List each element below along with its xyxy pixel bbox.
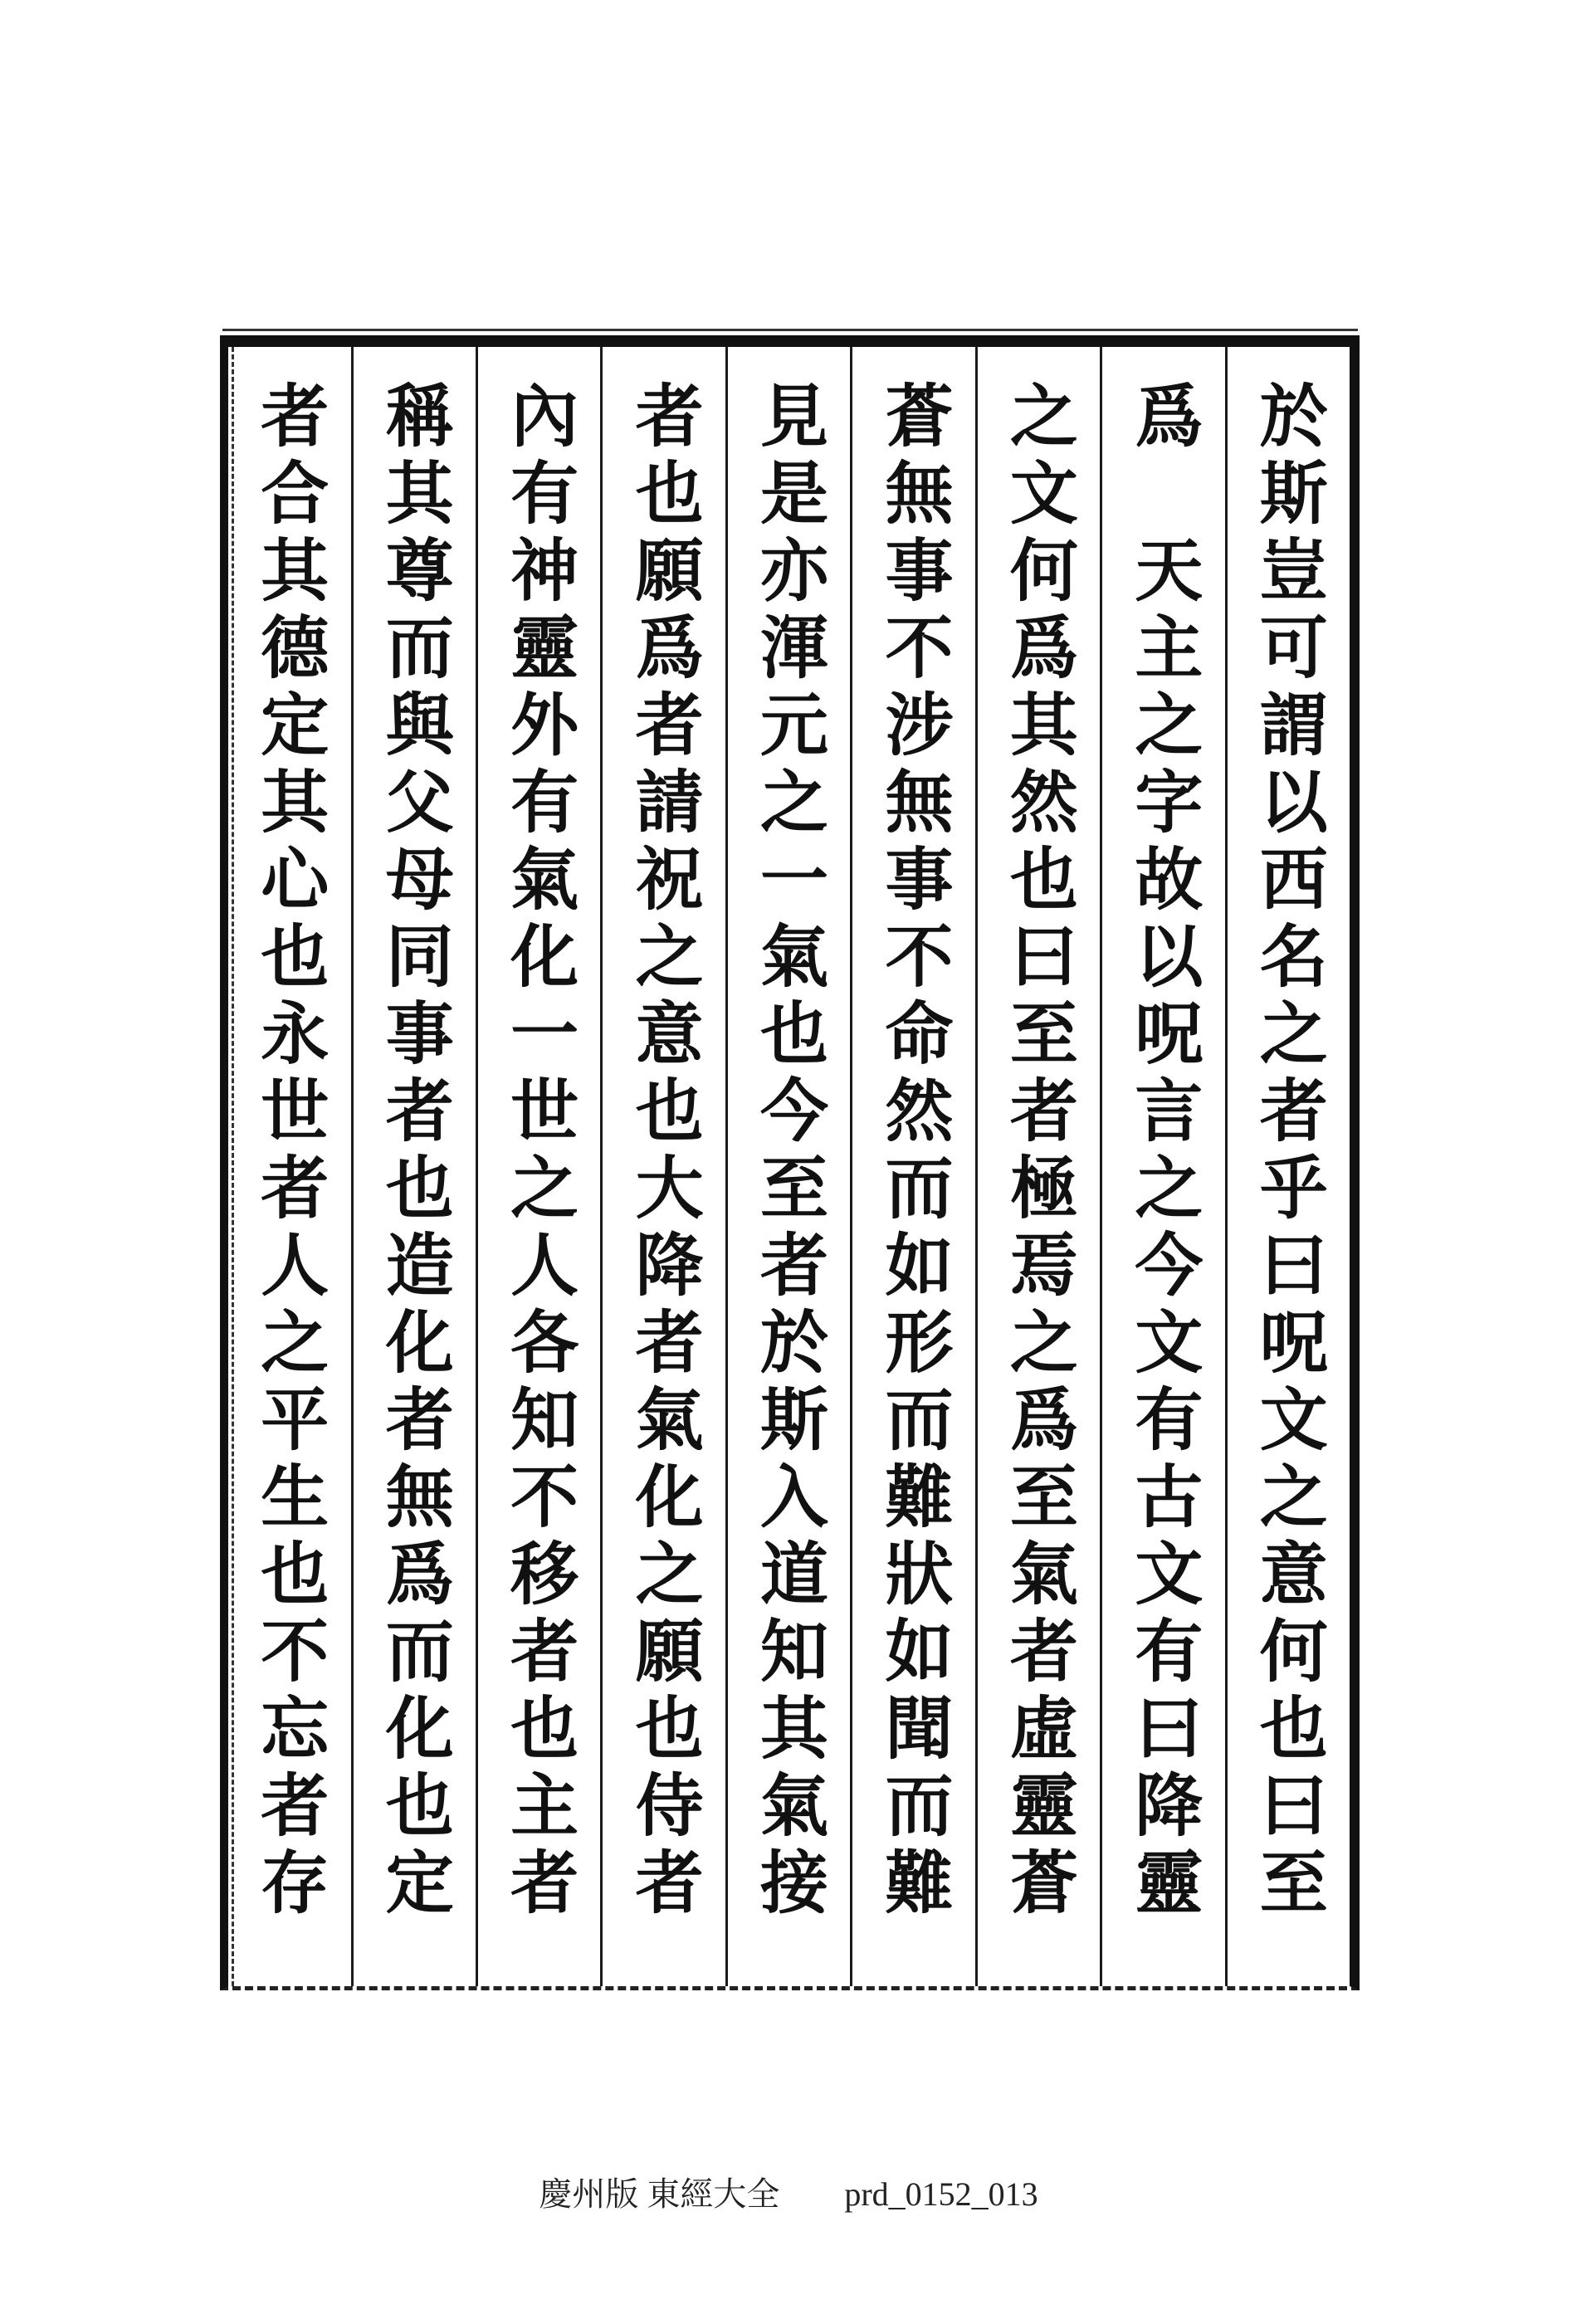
caption-edition: 慶州版 東經大全 (539, 2175, 780, 2213)
text-column-5 (725, 347, 850, 1986)
text-column-1 (1225, 347, 1350, 1986)
text-column-4 (850, 347, 974, 1986)
caption-page-id: prd_0152_013 (844, 2175, 1038, 2213)
column-text: 稱其尊而與父母同事者也造化者無爲而化也定 (374, 380, 455, 1924)
text-column-7 (476, 347, 600, 1986)
column-text: 者合其德定其心也永世者人之平生也不忘者存 (249, 380, 330, 1924)
column-text: 蒼無事不涉無事不命然而如形而難狀如聞而難 (873, 380, 954, 1924)
text-column-8 (351, 347, 476, 1986)
column-text: 者也願爲者請祝之意也大降者氣化之願也侍者 (624, 380, 705, 1924)
frame-left-inner-rule (232, 347, 234, 1986)
page-caption (0, 2168, 1577, 2215)
column-text: 於斯豈可謂以西名之者乎曰呪文之意何也曰至 (1248, 380, 1329, 1924)
text-column-2 (1100, 347, 1224, 1986)
column-text: 爲 天主之字故以呪言之今文有古文有曰降靈 (1123, 380, 1204, 1924)
frame-top-rule (222, 329, 1358, 331)
text-frame (220, 335, 1360, 1990)
text-column-9 (228, 347, 350, 1986)
text-column-3 (975, 347, 1100, 1986)
text-column-6 (600, 347, 725, 1986)
column-text: 之文何爲其然也曰至者極焉之爲至氣者虛靈蒼 (998, 380, 1079, 1924)
column-text: 內有神靈外有氣化一世之人各知不移者也主者 (499, 380, 579, 1924)
column-text: 見是亦渾元之一氣也今至者於斯入道知其氣接 (749, 380, 829, 1924)
